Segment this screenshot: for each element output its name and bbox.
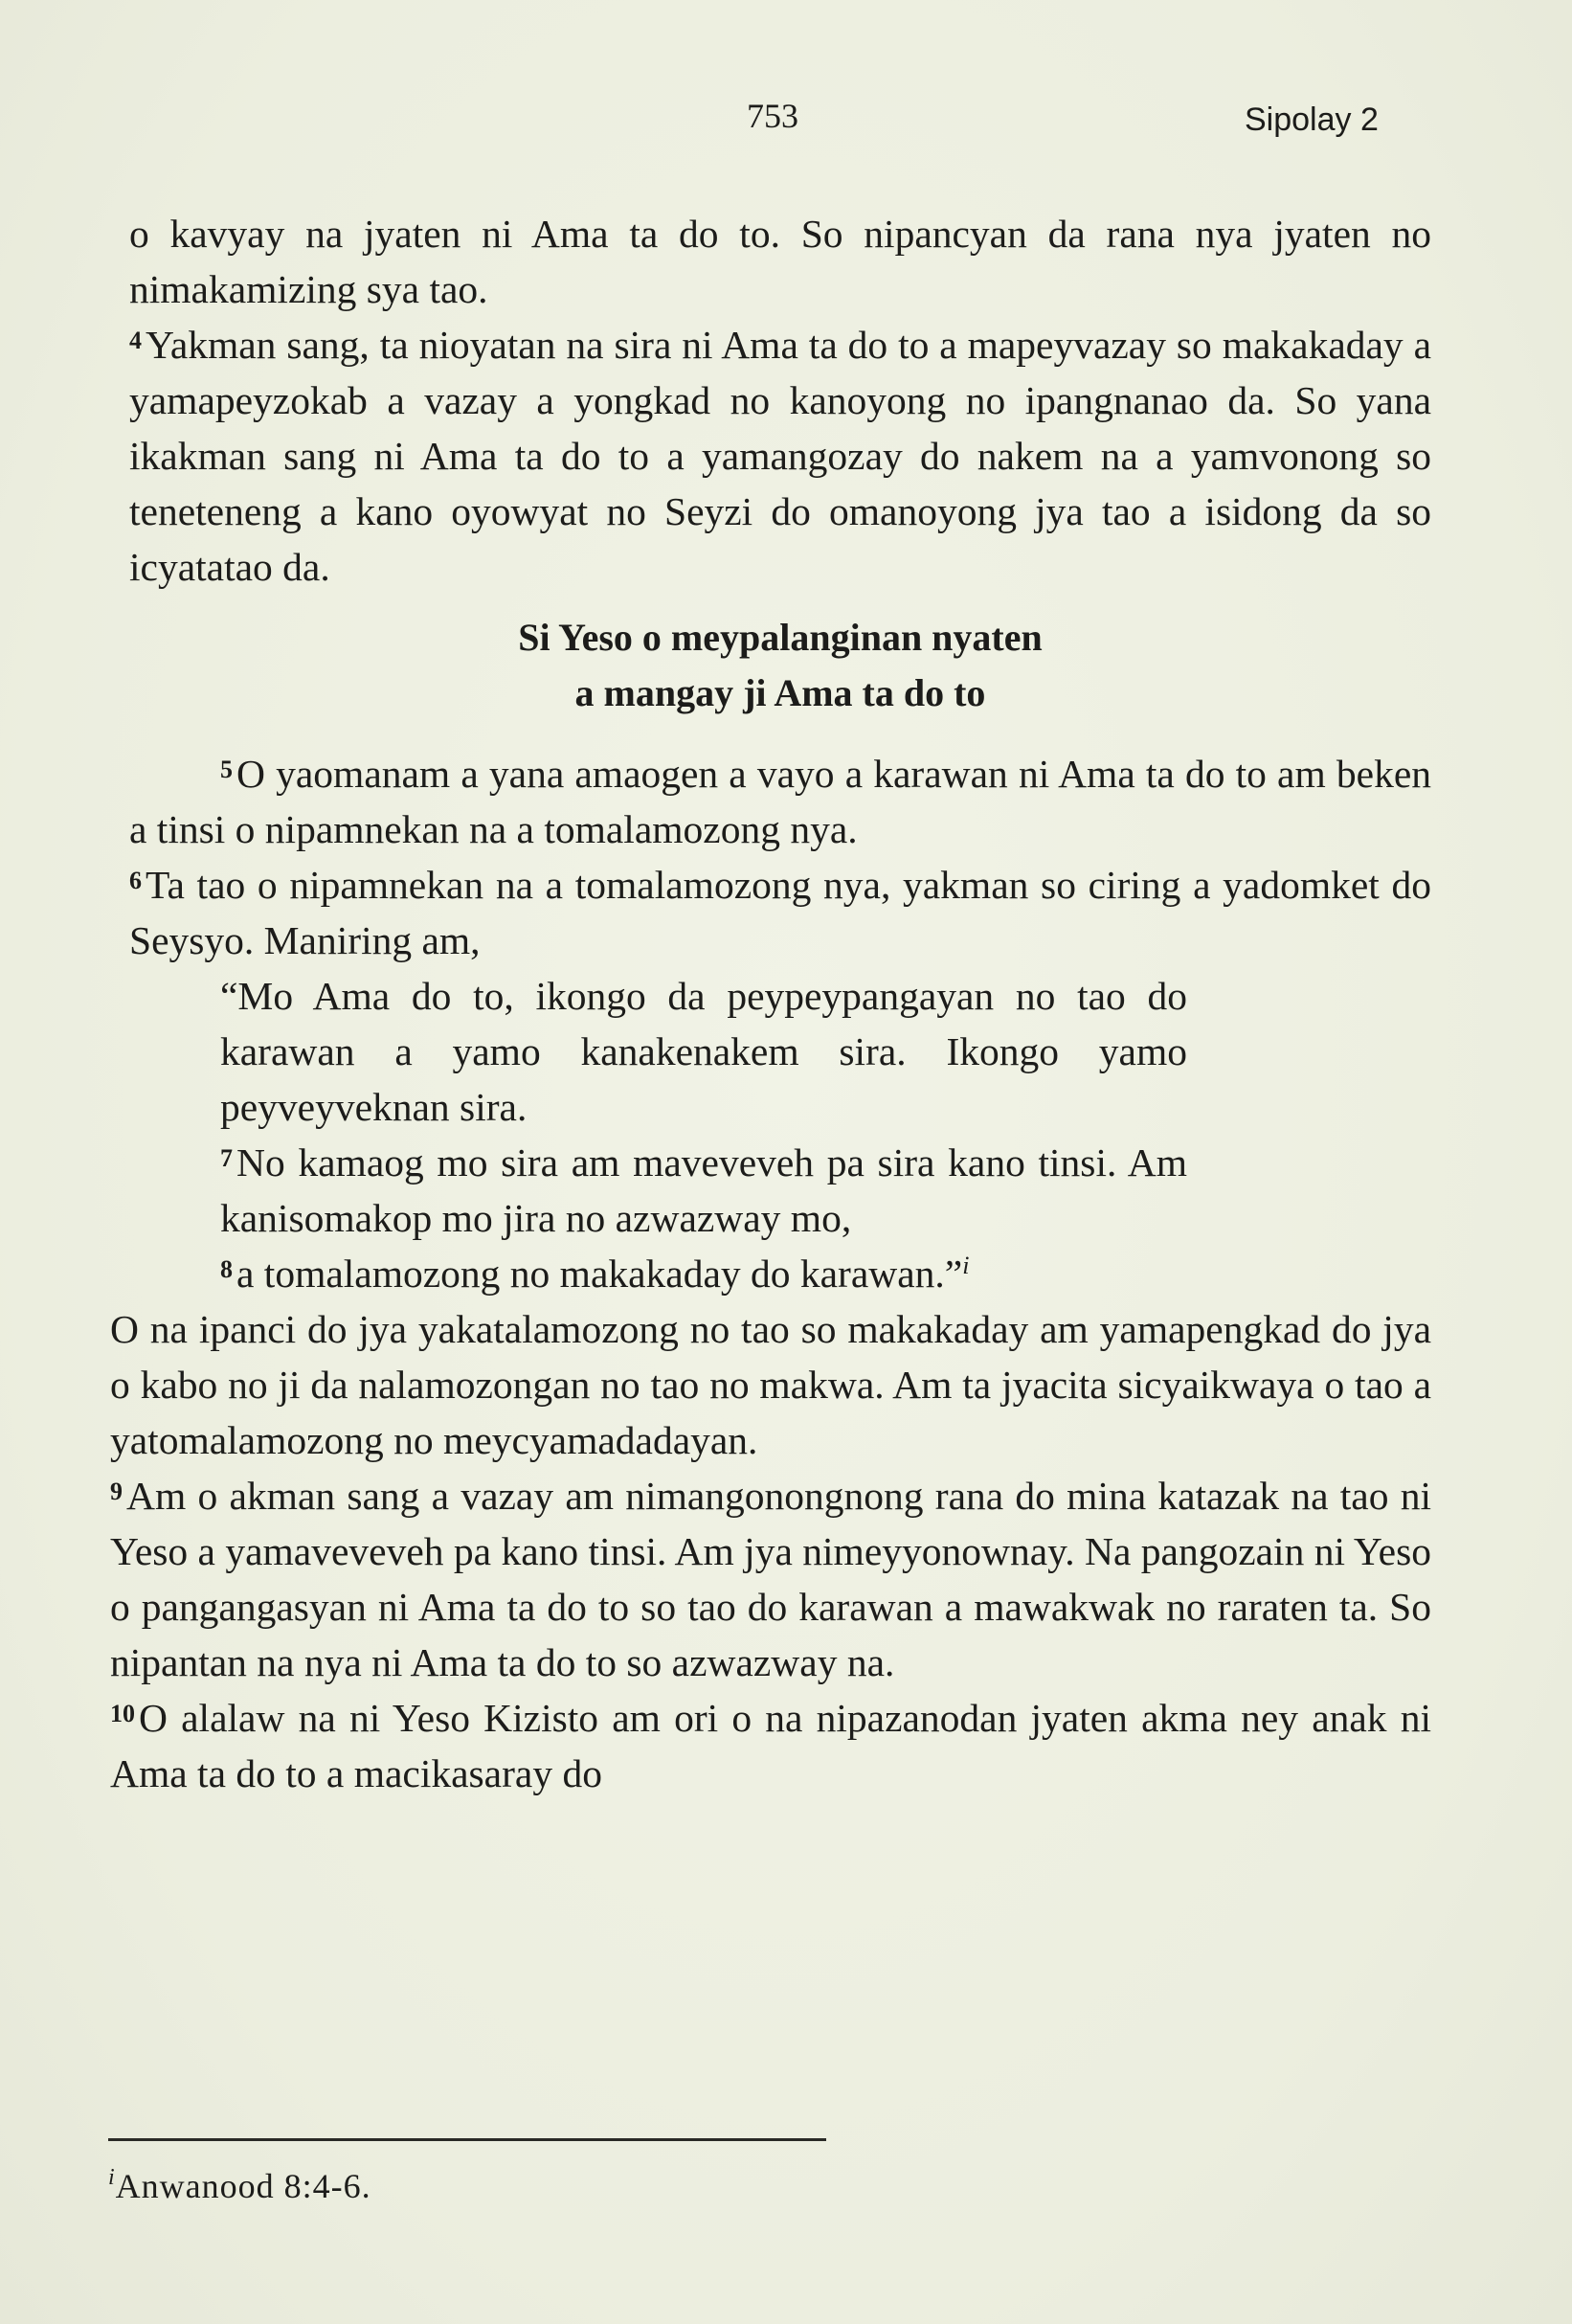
footnote-text: Anwanood 8:4-6.: [115, 2167, 371, 2205]
verse-6: [129, 857, 1431, 968]
main-text: [110, 206, 1431, 1801]
verse-number: 7: [220, 1144, 233, 1172]
verse-text: a tomalamozong no makakaday do karawan.”: [236, 1252, 963, 1296]
footnote-reference[interactable]: i: [962, 1252, 970, 1279]
verse-10: [110, 1690, 1431, 1801]
paragraph-text: O na ipanci do jya yakatalamozong no tao so makakaday am yamapengkad do jya o kabo no ji da nalamozongan no tao no makwa. Am ta jyacita sicyaikwaya o tao a yatomalamozong no meycyamadadayan.: [110, 1307, 1431, 1462]
verse-number: 4: [129, 327, 142, 354]
verse-number: 6: [129, 867, 142, 894]
verse-text: O alalaw na ni Yeso Kizisto am ori o na nipazanodan jyaten akma ney anak ni Ama ta do to a macikasaray do: [110, 1696, 1431, 1795]
verse-text: O yaomanam a yana amaogen a vayo a karawan ni Ama ta do to am beken a tinsi o nipamnekan na a tomalamozong nya.: [129, 752, 1431, 851]
verse-number: 8: [220, 1255, 233, 1283]
footnote: [108, 2166, 371, 2206]
paragraph-continuation: [129, 206, 1431, 317]
running-head: Sipolay 2: [1245, 102, 1379, 138]
verse-text: Am o akman sang a vazay am nimangonongnong rana do mina katazak na tao ni Yeso a yamaveveveh pa kano tinsi. Am jya nimeyyonownay. Na pangozain ni Yeso o pangangasyan ni Ama ta do to so tao do karawan a mawakwak no raraten ta. So nipantan na nya ni Ama ta do to so azwazway na.: [110, 1474, 1431, 1684]
page-header: [0, 96, 1572, 153]
verse-number: 5: [220, 756, 233, 783]
section-heading-line-1: Si Yeso o meypalanginan nyaten: [518, 616, 1043, 659]
verse-8: [129, 1246, 1431, 1301]
verse-text: Ta tao o nipamnekan na a tomalamozong nya, yakman so ciring a yadomket do Seysyo. Maniring am,: [129, 863, 1431, 962]
footnote-mark: i: [108, 2165, 116, 2190]
quote-text: “Mo Ama do to, ikongo da peypeypangayan no tao do karawan a yamo kanakenakem sira. Ikongo yamo peyveyveknan sira.: [220, 974, 1187, 1129]
verse-7: [129, 1135, 1187, 1246]
verse-text: No kamaog mo sira am maveveveh pa sira kano tinsi. Am kanisomakop mo jira no azwazway mo,: [220, 1140, 1187, 1240]
verse-4: [129, 317, 1431, 595]
quoted-prayer: [129, 968, 1187, 1135]
page-number: 753: [747, 97, 798, 135]
paragraph-after-quote: [110, 1301, 1431, 1468]
footnote-separator: [108, 2138, 826, 2141]
verse-5: [129, 746, 1431, 857]
verse-9: [110, 1468, 1431, 1690]
verse-number: 10: [110, 1700, 135, 1727]
paragraph-text: o kavyay na jyaten ni Ama ta do to. So nipancyan da rana nya jyaten no nimakamizing sya tao.: [129, 212, 1431, 311]
section-heading-line-2: a mangay ji Ama ta do to: [574, 671, 986, 714]
verse-number: 9: [110, 1478, 123, 1505]
verse-text: Yakman sang, ta nioyatan na sira ni Ama ta do to a mapeyvazay so makakaday a yamapeyzokab a vazay a yongkad no kanoyong no ipangnanao da. So yana ikakman sang ni Ama ta do to a yamangozay do nakem na a yamvonong so teneteneng a kano oyowyat no Seyzi do omanoyong jya tao a isidong da so icyatatao da.: [129, 323, 1431, 589]
section-heading: [129, 610, 1431, 721]
